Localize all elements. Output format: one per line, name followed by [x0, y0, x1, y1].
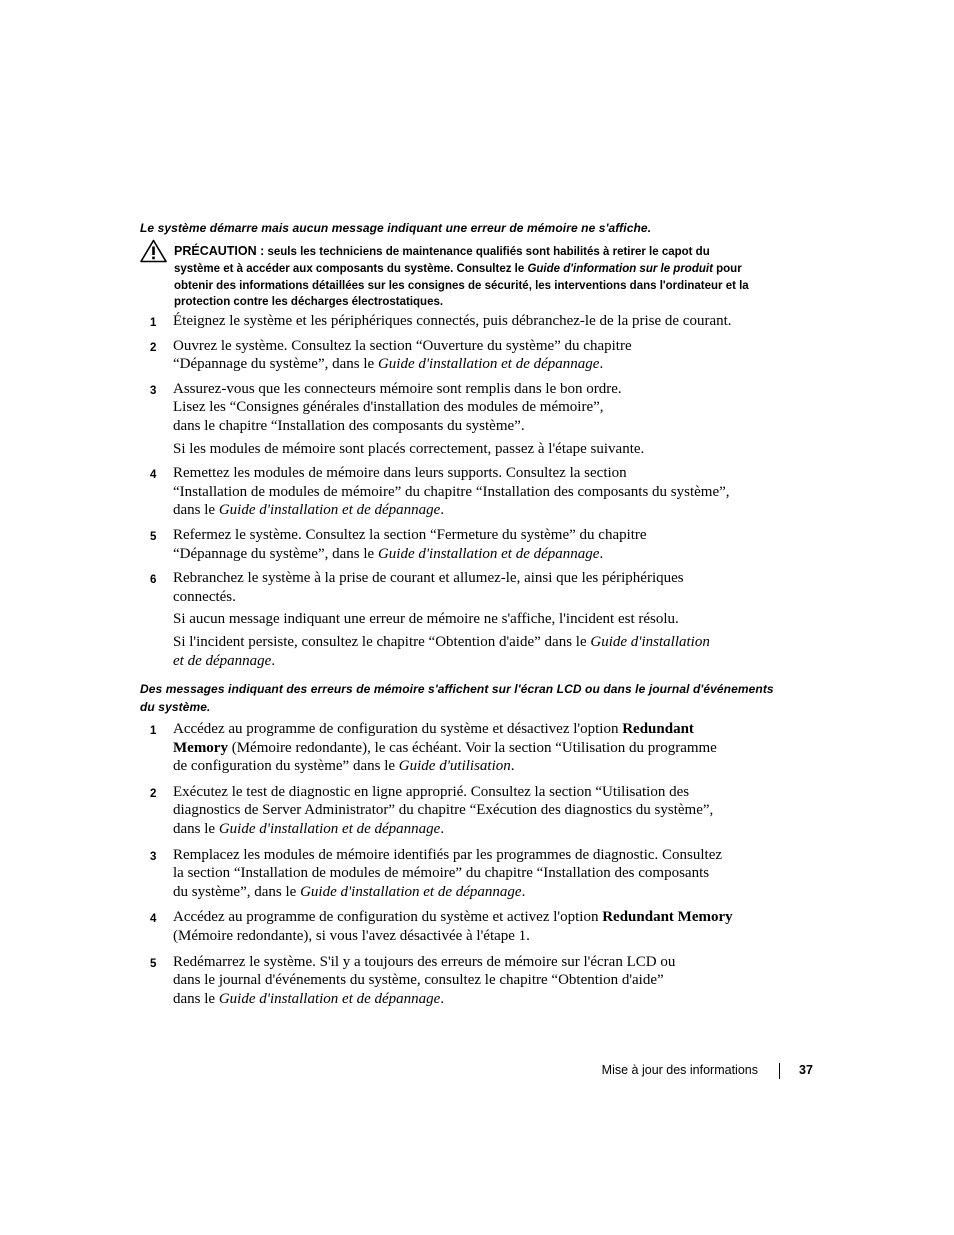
step-text: .	[271, 652, 276, 669]
step-text: .	[440, 502, 445, 519]
step-item	[150, 526, 770, 563]
step-paragraph	[173, 633, 770, 670]
step-number: 4	[150, 469, 157, 482]
footer-chapter-title: Mise à jour des informations	[601, 1063, 758, 1077]
step-number: 3	[150, 384, 157, 397]
step-text: Si l'incident persiste, consultez le chapitre “Obtention d'aide” dans le	[173, 633, 591, 650]
step-paragraph	[173, 312, 770, 331]
option-name: Redundant Memory	[602, 909, 733, 926]
guide-title: et de dépannage	[173, 652, 272, 669]
caution-guide-title: Guide d'information sur le produit	[527, 262, 713, 275]
step-text: dans le	[173, 502, 219, 519]
step-number: 1	[150, 725, 157, 737]
guide-title: Guide d'installation	[590, 633, 710, 650]
page-footer	[560, 1060, 820, 1082]
option-name: Redundant	[622, 721, 694, 737]
step-text: “Installation de modules de mémoire” du chapitre “Installation des composants du système”,	[173, 483, 730, 500]
step-text: Remplacez les modules de mémoire identifiés par les programmes de diagnostic. Consultez	[173, 846, 723, 863]
step-paragraph	[173, 953, 770, 1009]
step-text: Assurez-vous que les connecteurs mémoire sont remplis dans le bon ordre.	[173, 380, 622, 397]
step-text: dans le	[173, 990, 219, 1007]
steps-list-no-error	[150, 312, 770, 676]
section-heading-lcd-errors: Des messages indiquant des erreurs de mémoire s'affichent sur l'écran LCD ou dans le journal d'événements du système.	[140, 682, 774, 714]
step-paragraph	[173, 783, 770, 839]
caution-body-a: seuls les techniciens de maintenance qualifiés sont habilités à retirer le capot du système et à accéder aux composants du système. Consultez le	[174, 246, 710, 275]
step-paragraph	[173, 569, 770, 606]
step-item	[150, 569, 770, 670]
step-text: connectés.	[173, 588, 236, 605]
step-text: diagnostics de Server Administrator” du chapitre “Exécution des diagnostics du système”,	[173, 802, 714, 819]
step-text: “Dépannage du système”, dans le	[173, 356, 378, 373]
step-text: Accédez au programme de configuration du système et activez l'option	[173, 909, 603, 926]
step-text: Lisez les “Consignes générales d'installation des modules de mémoire”,	[173, 399, 604, 416]
section-heading-no-error: Le système démarre mais aucun message indiquant une erreur de mémoire ne s'affiche.	[140, 221, 652, 235]
caution-text	[174, 243, 754, 311]
step-item	[150, 908, 770, 945]
caution-label: PRÉCAUTION :	[174, 244, 265, 258]
step-item	[150, 720, 770, 776]
step-text: (Mémoire redondante), le cas échéant. Voir la section “Utilisation du programme	[227, 739, 717, 756]
step-text: Ouvrez le système. Consultez la section “Ouverture du système” du chapitre	[173, 337, 632, 354]
step-text: “Dépannage du système”, dans le	[173, 545, 378, 562]
step-text: (Mémoire redondante), si vous l'avez désactivée à l'étape 1.	[173, 927, 530, 944]
step-item	[150, 464, 770, 520]
step-paragraph	[173, 720, 770, 776]
guide-title: Guide d'installation et de dépannage	[218, 990, 441, 1007]
step-text: Si aucun message indiquant une erreur de mémoire ne s'affiche, l'incident est résolu.	[173, 611, 679, 628]
guide-title: Guide d'installation et de dépannage	[218, 820, 441, 837]
page-number: 37	[799, 1063, 813, 1077]
steps-list-lcd-errors	[150, 720, 770, 1015]
step-text: dans le chapitre “Installation des composants du système”.	[173, 417, 525, 434]
caution-body-b: pour obtenir des informations détaillées sur les consignes de sécurité, les interventions dans l'ordinateur et la protection contre les décharges électrostatiques.	[174, 262, 749, 309]
step-paragraph	[173, 526, 770, 563]
step-item	[150, 337, 770, 374]
step-number: 4	[150, 913, 157, 926]
footer-divider	[779, 1063, 780, 1079]
step-number: 5	[150, 530, 157, 543]
step-paragraph	[173, 610, 770, 629]
step-paragraph	[173, 908, 770, 945]
step-text: de configuration du système” dans le	[173, 758, 399, 775]
option-name: Memory	[173, 739, 228, 756]
step-paragraph	[173, 440, 770, 459]
step-item	[150, 846, 770, 902]
step-number: 1	[150, 317, 157, 329]
step-number: 5	[150, 957, 157, 970]
step-item	[150, 312, 770, 331]
step-paragraph	[173, 846, 770, 902]
step-text: Accédez au programme de configuration du système et désactivez l'option	[173, 721, 623, 737]
step-text: .	[510, 758, 515, 775]
step-text: dans le	[173, 820, 219, 837]
step-text: la section “Installation de modules de mémoire” du chapitre “Installation des composants	[173, 865, 710, 882]
guide-title: Guide d'installation et de dépannage	[377, 356, 600, 373]
step-text: Rebranchez le système à la prise de courant et allumez-le, ainsi que les périphériques	[173, 570, 684, 587]
guide-title: Guide d'installation et de dépannage	[300, 883, 522, 900]
step-text: .	[599, 356, 604, 373]
step-number: 3	[150, 850, 157, 863]
step-number: 2	[150, 787, 157, 800]
warning-triangle-icon	[140, 239, 167, 263]
step-text: du système”, dans le	[173, 883, 301, 900]
step-item	[150, 380, 770, 458]
step-paragraph	[173, 464, 770, 520]
step-number: 6	[150, 574, 157, 587]
step-paragraph	[173, 380, 770, 436]
step-text: .	[521, 883, 526, 900]
step-text: .	[599, 545, 604, 562]
step-item	[150, 953, 770, 1009]
step-text: Éteignez le système et les périphériques connectés, puis débranchez-le de la prise de courant.	[173, 313, 732, 329]
step-text: Exécutez le test de diagnostic en ligne approprié. Consultez la section “Utilisation des	[173, 783, 690, 800]
step-text: .	[440, 990, 445, 1007]
step-item	[150, 783, 770, 839]
step-paragraph	[173, 337, 770, 374]
step-text: dans le journal d'événements du système, consultez le chapitre “Obtention d'aide”	[173, 972, 664, 989]
guide-title: Guide d'installation et de dépannage	[218, 502, 441, 519]
step-text: .	[440, 820, 445, 837]
guide-title: Guide d'utilisation	[398, 758, 511, 775]
step-text: Refermez le système. Consultez la section “Fermeture du système” du chapitre	[173, 526, 647, 543]
step-text: Remettez les modules de mémoire dans leurs supports. Consultez la section	[173, 465, 627, 482]
guide-title: Guide d'installation et de dépannage	[377, 545, 600, 562]
step-number: 2	[150, 341, 157, 354]
step-text: Redémarrez le système. S'il y a toujours des erreurs de mémoire sur l'écran LCD ou	[173, 953, 676, 970]
step-text: Si les modules de mémoire sont placés correctement, passez à l'étape suivante.	[173, 440, 645, 457]
